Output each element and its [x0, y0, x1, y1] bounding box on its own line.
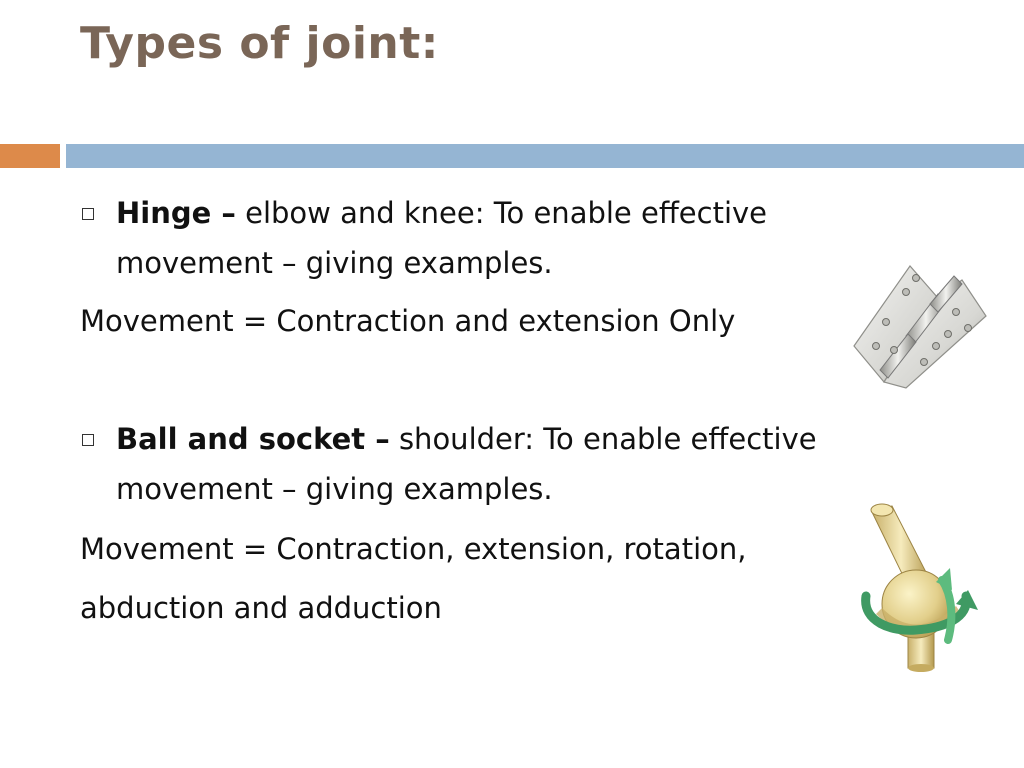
bullet-square-icon — [82, 208, 94, 220]
ball-description: shoulder: To enable effective — [389, 422, 817, 456]
accent-bar-blue — [66, 144, 1024, 168]
hinge-term: Hinge – — [116, 196, 236, 230]
hinge-line-2: movement – giving examples. — [116, 246, 553, 280]
hinge-movement: Movement = Contraction and extension Only — [80, 304, 736, 338]
ball-and-socket-image — [852, 500, 982, 675]
ball-line-1 — [116, 414, 817, 464]
ball-movement-line-2: abduction and adduction — [80, 591, 442, 625]
slide-title: Types of joint: — [80, 18, 439, 69]
ball-movement-line-1: Movement = Contraction, extension, rotation, — [80, 532, 747, 566]
accent-bar-orange — [0, 144, 60, 168]
hinge-image — [846, 258, 991, 398]
hinge-description: elbow and knee: To enable effective — [235, 196, 768, 230]
hinge-line-1 — [116, 188, 767, 238]
ball-line-2: movement – giving examples. — [116, 472, 553, 506]
ball-term: Ball and socket – — [116, 422, 390, 456]
bullet-square-icon — [82, 434, 94, 446]
